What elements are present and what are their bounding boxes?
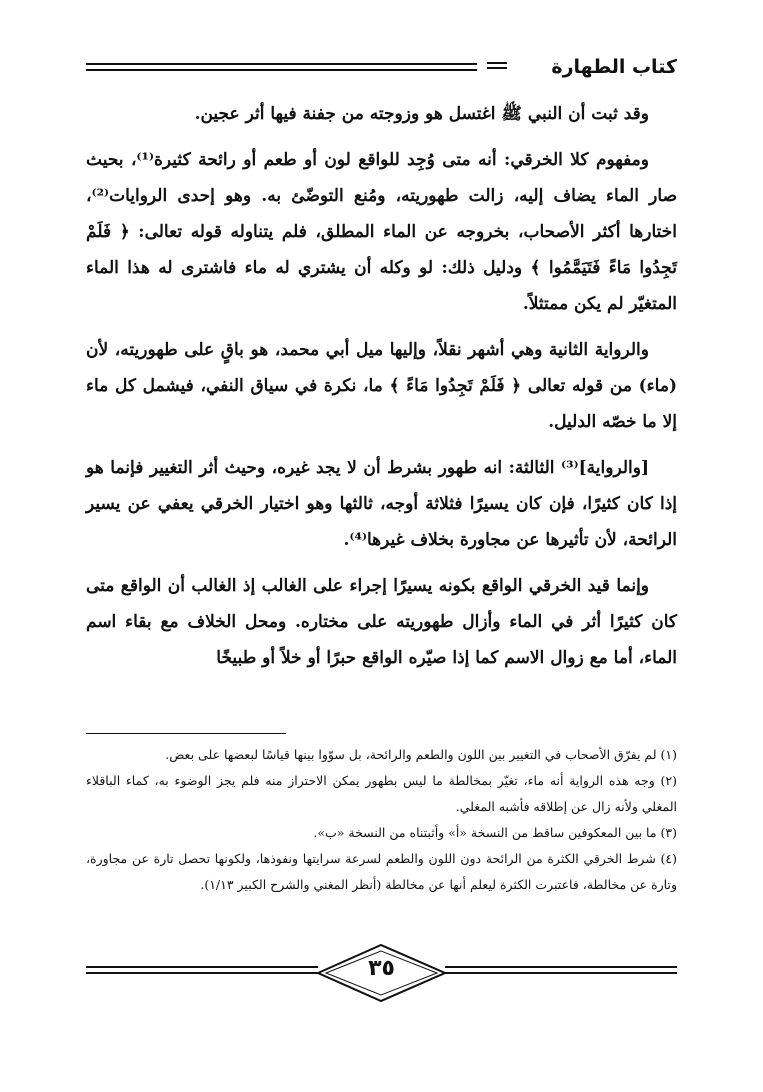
- footer-rule-right: [445, 972, 677, 974]
- running-header: [86, 56, 677, 80]
- header-ornament: [487, 62, 507, 72]
- footnotes: [86, 742, 677, 898]
- paragraph: وإنما قيد الخرقي الواقع بكونه يسيرًا إجراء على الغالب إذ الغالب أن الواقع متى كان كثيرًا أثر في الماء وأزال طهوريته على مختاره. ومحل الخلاف مع بقاء اسم الماء، أما مع زوال الاسم كما إذا صيّره الواقع حبرًا أو خلاً أو طبيخًا: [86, 576, 677, 668]
- paragraph: ومفهوم كلا الخرقي: أنه متى وُجِد للواقع لون أو طعم أو رائحة كثيرة⁽¹⁾، بحيث صار الماء يضاف إليه، زالت طهوريته، ومُنع التوضّئ به. وهو إحدى الروايات⁽²⁾، اختارها أكثر الأصحاب، بخروجه عن الماء المطلق، فلم يتناوله قوله تعالى: ﴿ فَلَمْ تَجِدُوا مَاءً فَتَيَمَّمُوا ﴾ ودليل ذلك: لو وكله أن يشتري له ماء فاشترى له هذا الماء المتغيّر لم يكن ممتثلاً.: [86, 150, 677, 314]
- footnote: (٣) ما بين المعكوفين ساقط من النسخة «أ» وأثبتناه من النسخة «ب».: [313, 825, 677, 840]
- paragraph: وقد ثبت أن النبي ﷺ اغتسل هو وزوجته من جفنة فيها أثر عجين.: [194, 104, 649, 124]
- footnote-separator: [86, 733, 286, 734]
- chapter-title: كتاب الطهارة: [551, 56, 677, 78]
- page-number: ٣٥: [368, 956, 395, 981]
- footer-rule-right: [445, 966, 677, 968]
- footer-rule-left: [86, 972, 318, 974]
- paragraph: [والرواية]⁽³⁾ الثالثة: انه طهور بشرط أن لا يجد غيره، وحيث أثر التغيير فإنما هو إذا كان كثيرًا، فإن كان يسيرًا فثلاثة أوجه، ثالثها وهو اختيار الخرقي يعفي عن يسير الرائحة، لأن تأثيرها عن مجاورة بخلاف غيرها⁽⁴⁾.: [86, 458, 677, 550]
- footnote: (١) لم يفرّق الأصحاب في التغيير بين اللون والطعم والرائحة، بل سوّوا بينها قياسًا لبعضها على بعض.: [165, 747, 677, 762]
- header-rule: [86, 63, 477, 75]
- main-text: [86, 96, 677, 686]
- footer-rule-left: [86, 966, 318, 968]
- paragraph: والرواية الثانية وهي أشهر نقلاً، وإليها ميل أبي محمد، هو باقٍ على طهوريته، لأن (ماء) من قوله تعالى ﴿ فَلَمْ تَجِدُوا مَاءً ﴾ ما، نكرة في سياق النفي، فيشمل كل ماء إلا ما خصّه الدليل.: [86, 340, 677, 432]
- footnote: (٢) وجه هذه الرواية أنه ماء، تغيّر بمخالطة ما ليس بطهور يمكن الاحتراز منه فلم يجز الوضوء به، كماء الباقلاء المغلي ولأنه زال عن إطلاقه فأشبه المغلي.: [86, 773, 677, 814]
- footnote: (٤) شرط الخرقي الكثرة من الرائحة دون اللون والطعم لسرعة سرايتها ونفوذها، ولكونها تحصل تارة عن مجاورة، وتارة عن مخالطة، فاعتبرت الكثرة ليعلم أنها عن مخالطة (أنظر المغني والشرح الكبير ١/١٣).: [86, 851, 677, 892]
